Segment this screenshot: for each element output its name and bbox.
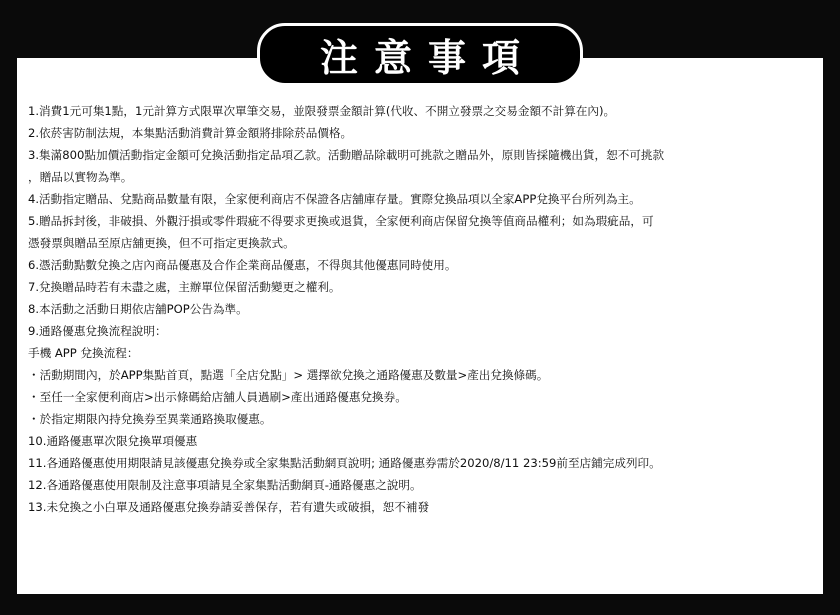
notice-line: 7.兌換贈品時若有未盡之處，主辦單位保留活動變更之權利。 [28, 280, 341, 294]
notice-line: 8.本活動之活動日期依店舖POP公告為準。 [28, 302, 248, 316]
notice-line: ・活動期間內，於APP集點首頁，點選「全店兌點」> 選擇欲兌換之通路優惠及數量>產出兌換條碼。 [28, 368, 549, 382]
notice-line: 5.贈品拆封後，非破損、外觀汙損或零件瑕疵不得要求更換或退貨，全家便利商店保留兌換等值商品權利；如為瑕疵品，可 [28, 214, 654, 228]
notice-line: 6.憑活動點數兌換之店內商品優惠及合作企業商品優惠，不得與其他優惠同時使用。 [28, 258, 457, 272]
title-badge [257, 23, 583, 86]
notice-line: 12.各通路優惠使用限制及注意事項請見全家集點活動網頁-通路優惠之說明。 [28, 478, 422, 492]
notice-line: 憑發票與贈品至原店舖更換，但不可指定更換款式。 [28, 236, 295, 250]
notice-line: 4.活動指定贈品、兌點商品數量有限，全家便利商店不保證各店舖庫存量。實際兌換品項以全家APP兌換平台所列為主。 [28, 192, 641, 206]
notice-line: 10.通路優惠單次限兌換單項優惠 [28, 434, 198, 448]
notice-line: ・至任一全家便利商店>出示條碼給店舖人員過刷>產出通路優惠兌換券。 [28, 390, 407, 404]
notice-line: 手機 APP 兌換流程： [28, 346, 139, 360]
notice-list [28, 100, 818, 518]
notice-line: 1.消費1元可集1點，1元計算方式限單次單筆交易，並限發票金額計算(代收、不開立發票之交易金額不計算在內)。 [28, 104, 616, 118]
notice-line: ，贈品以實物為準。 [28, 170, 133, 184]
notice-line: 13.未兌換之小白單及通路優惠兌換券請妥善保存，若有遺失或破損，恕不補發 [28, 500, 430, 514]
notice-line: ・於指定期限內持兌換券至異業通路換取優惠。 [28, 412, 272, 426]
notice-line: 9.通路優惠兌換流程說明： [28, 324, 167, 338]
page-title: 注意事項 [319, 35, 536, 80]
notice-line: 3.集滿800點加價活動指定金額可兌換活動指定品項乙款。活動贈品除載明可挑款之贈品外，原則皆採隨機出貨，恕不可挑款 [28, 148, 665, 162]
notice-line: 11.各通路優惠使用期限請見該優惠兌換券或全家集點活動網頁說明; 通路優惠券需於2020/8/11 23:59前至店鋪完成列印。 [28, 456, 661, 470]
notice-line: 2.依菸害防制法規，本集點活動消費計算金額將排除菸品價格。 [28, 126, 353, 140]
